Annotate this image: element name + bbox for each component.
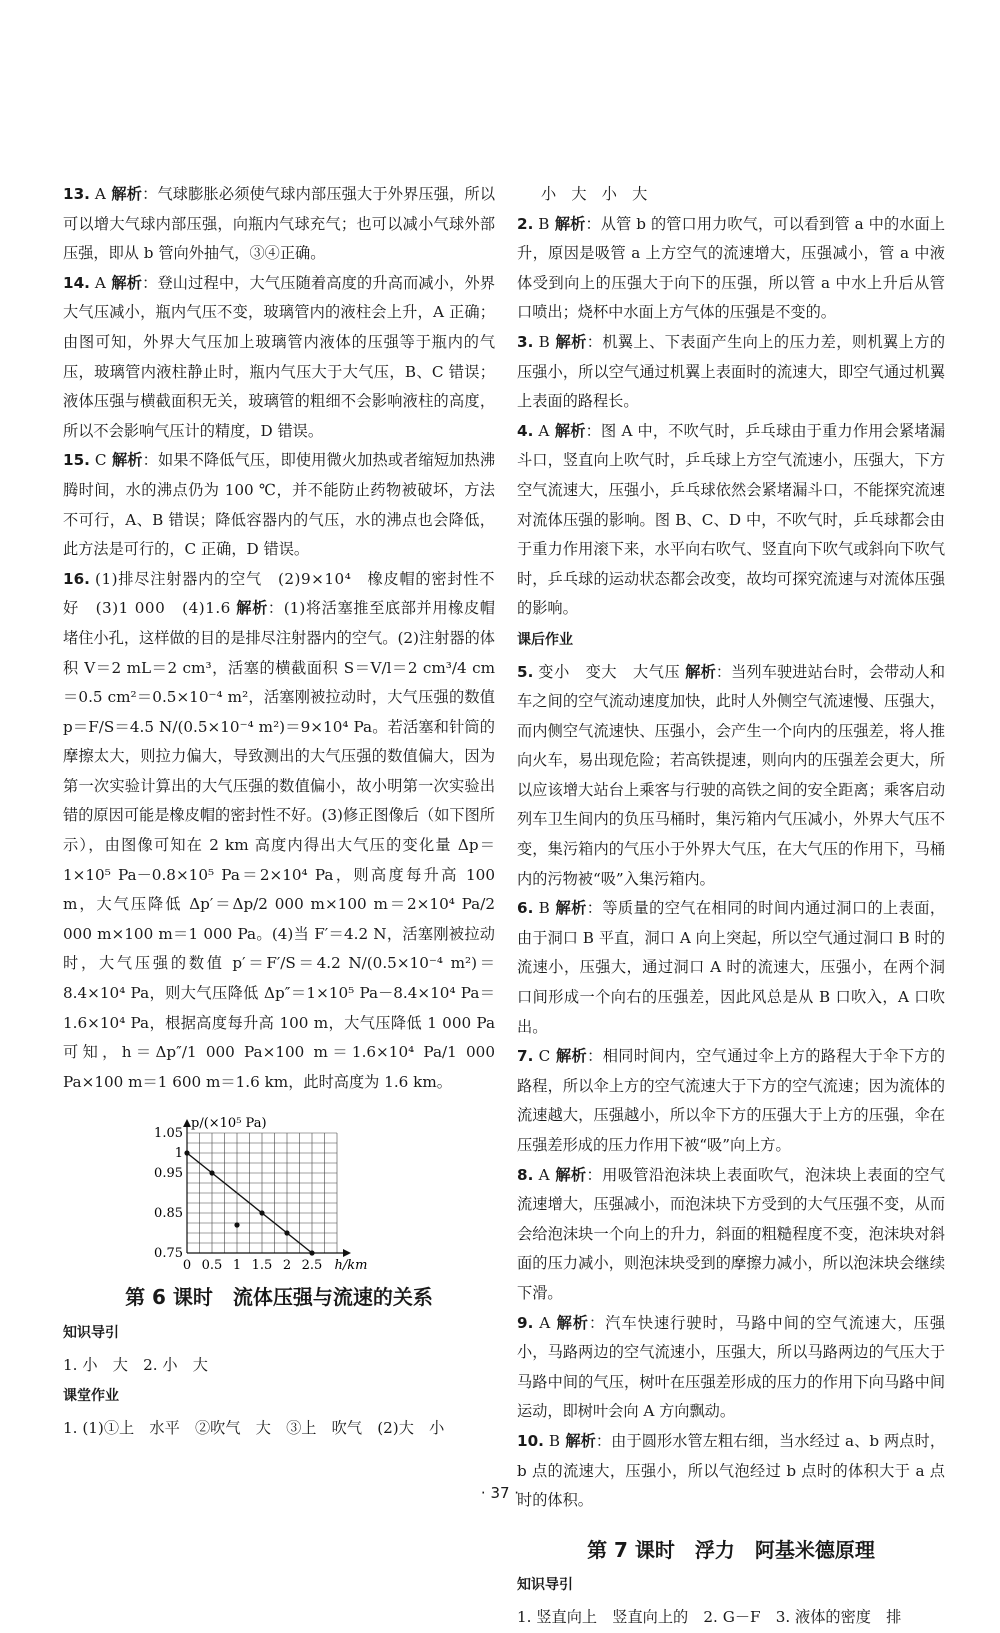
- answer-choice: B: [548, 1431, 561, 1450]
- answer-3: [517, 328, 945, 417]
- pressure-height-chart: [63, 1103, 495, 1275]
- data-point: [284, 1231, 289, 1236]
- question-number: 4.: [517, 421, 534, 440]
- analysis-label: 解析: [554, 214, 586, 233]
- subheading-knowledge: 知识导引: [517, 1577, 573, 1594]
- answer-choice: C: [94, 451, 107, 470]
- analysis-label: 解析: [111, 451, 143, 470]
- analysis-label: 解析: [555, 1165, 587, 1184]
- page-number: · 37 ·: [480, 1484, 520, 1502]
- analysis-text: ：等质量的空气在相同的时间内通过洞口的上表面，由于洞口 B 平直，洞口 A 向上突起，所以空气通过洞口 B 时的流速小，压强大，通过洞口 A 时的流速大，压强小，在两个洞口间形成一个向右的压强差，因此风总是从 B 口吹入，A 口吹出。: [517, 899, 946, 1036]
- y-tick-label: 0.75: [154, 1246, 183, 1262]
- question-number: 5.: [517, 662, 534, 681]
- subheading-knowledge: 知识导引: [63, 1325, 119, 1341]
- x-tick-label: 2.5: [301, 1258, 323, 1274]
- answer-6: [517, 894, 945, 1042]
- analysis-label: 解析: [111, 185, 143, 203]
- y-tick-label: 1: [174, 1146, 183, 1162]
- answer-16: [63, 565, 495, 1098]
- section-6-title: 第 6 课时 流体压强与流速的关系: [125, 1285, 433, 1310]
- question-number: 3.: [517, 332, 534, 351]
- y-tick-label: 1.05: [154, 1126, 183, 1142]
- answer-4: [517, 417, 945, 624]
- subheading-classwork: 课堂作业: [63, 1388, 119, 1405]
- answer-text: 变小 变大 大气压: [538, 662, 681, 681]
- data-point: [234, 1223, 239, 1228]
- data-point: [209, 1171, 214, 1176]
- x-tick-label: 2: [282, 1258, 292, 1274]
- analysis-label: 解析: [555, 332, 587, 351]
- answer-choice: B: [538, 332, 551, 351]
- analysis-text: ：当列车驶进站台时，会带动人和车之间的空气流动速度加快，此时人外侧空气流速慢、压强大，而内侧空气流速快、压强小，会产生一个向内的压强差，将人推向火车，易出现危险；若高铁提速，则向内的压强差会更大，所以应该增大站台上乘客与行驶的高铁之间的安全距离；乘客启动列车卫生间内的负压马桶时，集污箱内气压减小，外界大气压不变，集污箱内的气压小于外界大气压，在大气压的作用下，马桶内的污物被“吸”入集污箱内。: [517, 662, 946, 888]
- continued-answers: 小 大 小 大: [541, 185, 648, 203]
- question-number: 9.: [517, 1313, 534, 1332]
- question-number: 10.: [517, 1431, 544, 1450]
- x-tick-label: 0.5: [201, 1258, 223, 1274]
- answer-5: [517, 658, 945, 895]
- analysis-label: 解析: [685, 662, 716, 681]
- analysis-text: ：汽车快速行驶时，马路中间的空气流速大，压强小，马路两边的空气流速小，压强大，所以马路两边的气压大于马路中间的气压，树叶在压强差形成的压力的作用下向马路中间运动，即树叶会向 A 方向飘动。: [517, 1313, 946, 1421]
- x-tick-label: 0: [182, 1258, 192, 1274]
- answer-9: [517, 1309, 945, 1427]
- answer-choice: A: [94, 273, 107, 292]
- analysis-text: ：用吸管沿泡沫块上表面吹气，泡沫块上表面的空气流速增大，压强减小，而泡沫块下方受到的大气压强不变，从而会给泡沫块一个向上的升力，斜面的粗糙程度不变，泡沫块对斜面的压力减小，则泡沫块受到的摩擦力减小，所以泡沫块会继续下滑。: [517, 1165, 946, 1302]
- left-column: [63, 180, 495, 1443]
- analysis-text: ：(1)将活塞推至底部并用橡皮帽堵住小孔，这样做的目的是排尽注射器内的空气。(2)注射器的体积 V＝2 mL＝2 cm³，活塞的横截面积 S＝V/l＝2 cm³/4 cm＝0.5 cm²＝0.5×10⁻⁴ m²，活塞刚被拉动时，大气压强的数值 p＝F/S＝4.5 N/(0.5×10⁻⁴ m²)＝9×10⁴ Pa。若活塞和针筒的摩擦太大，则拉力偏大，导致测出的大气压强的数值偏大，因为第一次实验计算出的大气压强的数值偏小，故小明第一次实验出错的原因可能是橡皮帽的密封性不好。(3)修正图像后（如下图所示），由图像可知在 2 km 高度内得出大气压的变化量 Δp＝1×10⁵ Pa－0.8×10⁵ Pa＝2×10⁴ Pa，则高度每升高 100 m，大气压降低 Δp′＝Δp/2 000 m×100 m＝2×10⁴ Pa/2 000 m×100 m＝1 000 Pa。(4)当 F′＝4.2 N，活塞刚被拉动时，大气压强的数值 p′＝F′/S＝4.2 N/(0.5×10⁻⁴ m²)＝8.4×10⁴ Pa，则大气压降低 Δp″＝1×10⁵ Pa－8.4×10⁴ Pa＝1.6×10⁴ Pa，根据高度每升高 100 m，大气压降低 1 000 Pa 可知，h＝Δp″/1 000 Pa×100 m＝1.6×10⁴ Pa/1 000 Pa×100 m＝1 600 m＝1.6 km，此时高度为 1.6 km。: [63, 599, 495, 1091]
- answer-15: [63, 446, 495, 564]
- answer-10: [517, 1427, 945, 1516]
- analysis-label: 解析: [111, 273, 143, 292]
- answer-8: [517, 1161, 945, 1309]
- answer-choice: A: [538, 1165, 551, 1184]
- answer-13: [63, 180, 495, 269]
- subheading-homework: 课后作业: [517, 631, 573, 648]
- question-number: 14.: [63, 273, 90, 292]
- data-point: [184, 1151, 189, 1156]
- answer-choice: A: [538, 421, 550, 440]
- analysis-label: 解析: [555, 1047, 588, 1066]
- question-number: 2.: [517, 214, 534, 233]
- data-point: [259, 1211, 264, 1216]
- x-axis-label: h/km: [334, 1258, 368, 1274]
- analysis-label: 解析: [554, 421, 586, 440]
- answer-choice: A: [539, 1313, 551, 1332]
- x-axis-arrow: [343, 1249, 351, 1257]
- question-number: 6.: [517, 899, 534, 918]
- analysis-text: ：机翼上、下表面产生向上的压力差，则机翼上方的压强小，所以空气通过机翼上表面时的流速大，即空气通过机翼上表面的路程长。: [517, 332, 946, 411]
- x-tick-label: 1.5: [251, 1258, 273, 1274]
- analysis-text: ：由于圆形水管左粗右细，当水经过 a、b 两点时，b 点的流速大，压强小，所以气泡经过 b 点时的体积大于 a 点时的体积。: [517, 1431, 946, 1510]
- question-number: 7.: [517, 1047, 534, 1066]
- analysis-label: 解析: [565, 1431, 596, 1450]
- y-axis-label: p/(×10⁵ Pa): [191, 1116, 267, 1132]
- answer-choice: B: [538, 214, 550, 233]
- question-number: 15.: [63, 451, 90, 470]
- knowledge-answers: 1. 小 大 2. 小 大: [63, 1355, 208, 1374]
- answer-choice: C: [538, 1047, 551, 1066]
- analysis-text: ：图 A 中，不吹气时，乒乓球由于重力作用会紧堵漏斗口，竖直向上吹气时，乒乓球上方空气流速小，压强大，下方空气流速大，压强小，乒乓球依然会紧堵漏斗口，不能探究流速对流体压强的影响。图 B、C、D 中，不吹气时，乒乓球都会由于重力作用滚下来，水平向右吹气、竖直向下吹气或斜向下吹气时，乒乓球的运动状态都会改变，故均可探究流速与对流体压强的影响。: [517, 421, 946, 618]
- y-axis-arrow: [183, 1119, 191, 1127]
- analysis-label: 解析: [555, 899, 587, 918]
- answer-choice: B: [538, 899, 551, 918]
- analysis-text: ：气球膨胀必须使气球内部压强大于外界压强，所以可以增大气球内部压强，向瓶内气球充气；也可以减小气球外部压强，即从 b 管向外抽气，③④正确。: [63, 185, 496, 263]
- answer-choice: A: [94, 185, 107, 203]
- x-tick-label: 1: [232, 1258, 242, 1274]
- answer-text: (1)排尽注射器内的空气 (2)9×10⁴ 橡皮帽的密封性不好 (3)1 000 (4)1.6: [63, 569, 495, 618]
- analysis-text: ：从管 b 的管口用力吹气，可以看到管 a 中的水面上升，原因是吸管 a 上方空气的流速增大，压强减小，管 a 中液体受到向上的压强大于向下的压强，所以管 a 中水上升后从管口喷出；烧杯中水面上方气体的压强是不变的。: [517, 214, 946, 322]
- analysis-label: 解析: [236, 599, 268, 618]
- answer-7: [517, 1042, 945, 1160]
- analysis-label: 解析: [556, 1313, 590, 1332]
- analysis-text: ：如果不降低气压，即使用微火加热或者缩短加热沸腾时间，水的沸点仍为 100 ℃，并不能防止药物被破坏，方法不可行，A、B 错误；降低容器内的气压，水的沸点也会降低，此方法是可行的，C 正确，D 错误。: [63, 451, 496, 559]
- analysis-text: ：相同时间内，空气通过伞上方的路程大于伞下方的路程，所以伞上方的空气流速大于下方的空气流速；因为流体的流速越大，压强越小，所以伞下方的压强大于上方的压强，伞在压强差形成的压力作用下被“吸”向上方。: [517, 1047, 946, 1154]
- y-tick-label: 0.85: [154, 1206, 183, 1222]
- knowledge-answers: 1. 竖直向上 竖直向上的 2. G－F 3. 液体的密度 排: [517, 1607, 902, 1626]
- question-number: 13.: [63, 185, 90, 203]
- question-number: 8.: [517, 1165, 534, 1184]
- data-point: [309, 1251, 314, 1256]
- answer-14: [63, 269, 495, 447]
- question-number: 16.: [63, 569, 90, 588]
- right-column: [517, 180, 945, 1633]
- section-7-title: 第 7 课时 浮力 阿基米德原理: [587, 1537, 875, 1562]
- analysis-text: ：登山过程中，大气压随着高度的升高而减小，外界大气压减小，瓶内气压不变，玻璃管内的液柱会上升，A 正确；由图可知，外界大气压加上玻璃管内液体的压强等于瓶内的气压，玻璃管内液柱静止时，瓶内气压大于大气压，B、C 错误；液体压强与横截面积无关，玻璃管的粗细不会影响液柱的高度，所以不会影响气压计的精度，D 错误。: [63, 273, 496, 440]
- classwork-answers: 1. (1)①上 水平 ②吹气 大 ③上 吹气 (2)大 小: [63, 1418, 445, 1437]
- y-tick-label: 0.95: [154, 1166, 183, 1182]
- chart-svg: [145, 1103, 375, 1275]
- answer-2: [517, 210, 945, 328]
